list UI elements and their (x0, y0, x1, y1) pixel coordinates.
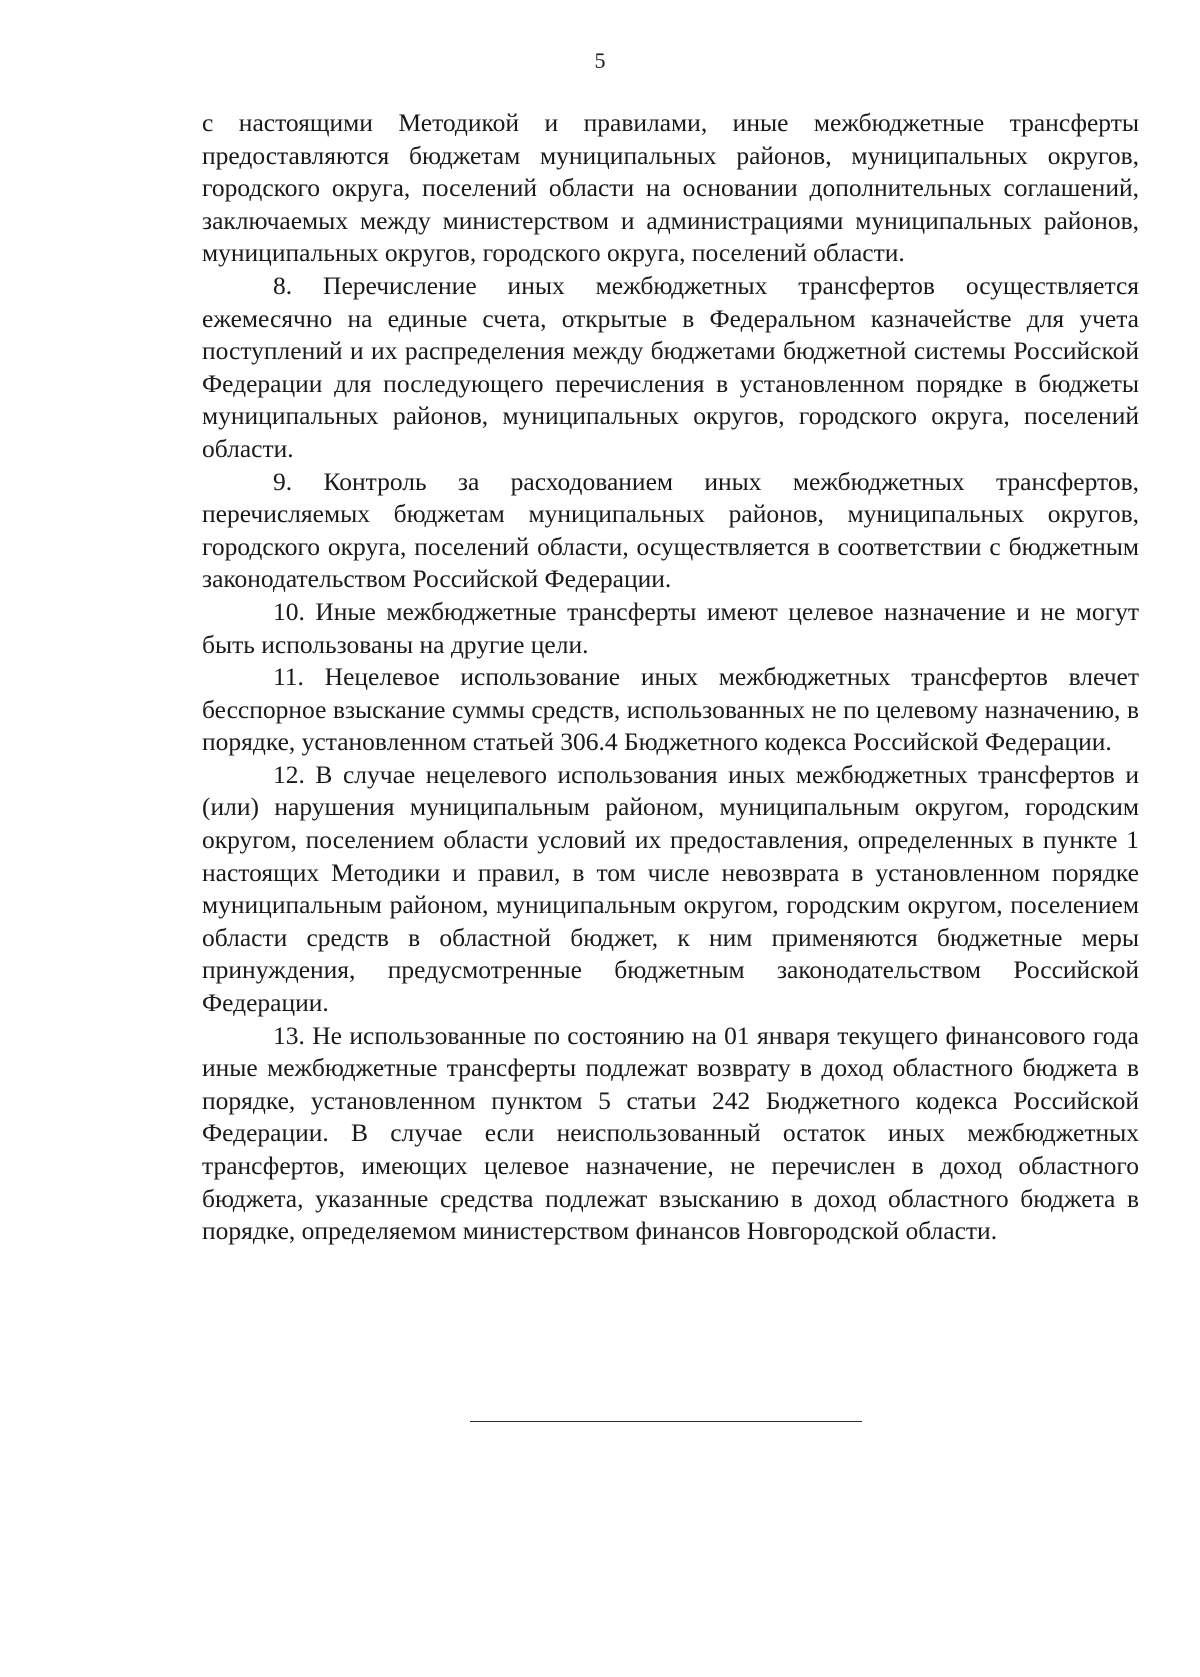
paragraph-10: 10. Иные межбюджетные трансферты имеют целевое назначение и не могут быть использованы на другие цели. (202, 596, 1139, 659)
paragraph-13: 13. Не использованные по состоянию на 01 января текущего финансового года иные межбюджетные трансферты подлежат возврату в доход областного бюджета в порядке, установленном пунктом 5 статьи 242 Бюджетного кодекса Российской Федерации. В случае если неиспользованный остаток иных межбюджетных трансфертов, имеющих целевое назначение, не перечислен в доход областного бюджета, указанные средства подлежат взысканию в доход областного бюджета в порядке, определяемом министерством финансов Новгородской области. (202, 1020, 1139, 1246)
end-of-document-divider (470, 1421, 862, 1422)
paragraph-11: 11. Нецелевое использование иных межбюджетных трансфертов влечет бесспорное взыскание суммы средств, использованных не по целевому назначению, в порядке, установленном статьей 306.4 Бюджетного кодекса Российской Федерации. (202, 662, 1139, 757)
page-number: 5 (594, 48, 606, 73)
paragraph-8: 8. Перечисление иных межбюджетных трансфертов осуществляется ежемесячно на единые счета, открытые в Федеральном казначействе для учета поступлений и их распределения между бюджетами бюджетной системы Российской Федерации для последующего перечисления в установленном порядке в бюджеты муниципальных районов, муниципальных округов, городского округа, поселений области. (202, 270, 1139, 463)
paragraph-continuation: с настоящими Методикой и правилами, иные межбюджетные трансферты предоставляются бюджетам муниципальных районов, муниципальных округов, городского округа, поселений области на основании дополнительных соглашений, заключаемых между министерством и администрациями муниципальных районов, муниципальных округов, городского округа, поселений области. (202, 108, 1139, 268)
paragraph-12: 12. В случае нецелевого использования иных межбюджетных трансфертов и (или) нарушения муниципальным районом, муниципальным округом, городским округом, поселением области условий их предоставления, определенных в пункте 1 настоящих Методики и правил, в том числе невозврата в установленном порядке муниципальным районом, муниципальным округом, городским округом, поселением области средств в областной бюджет, к ним применяются бюджетные меры принуждения, предусмотренные бюджетным законодательством Российской Федерации. (202, 759, 1139, 1018)
paragraph-9: 9. Контроль за расходованием иных межбюджетных трансфертов, перечисляемых бюджетам муниципальных районов, муниципальных округов, городского округа, поселений области, осуществляется в соответствии с бюджетным законодательством Российской Федерации. (202, 466, 1139, 594)
document-body (202, 107, 1139, 1248)
